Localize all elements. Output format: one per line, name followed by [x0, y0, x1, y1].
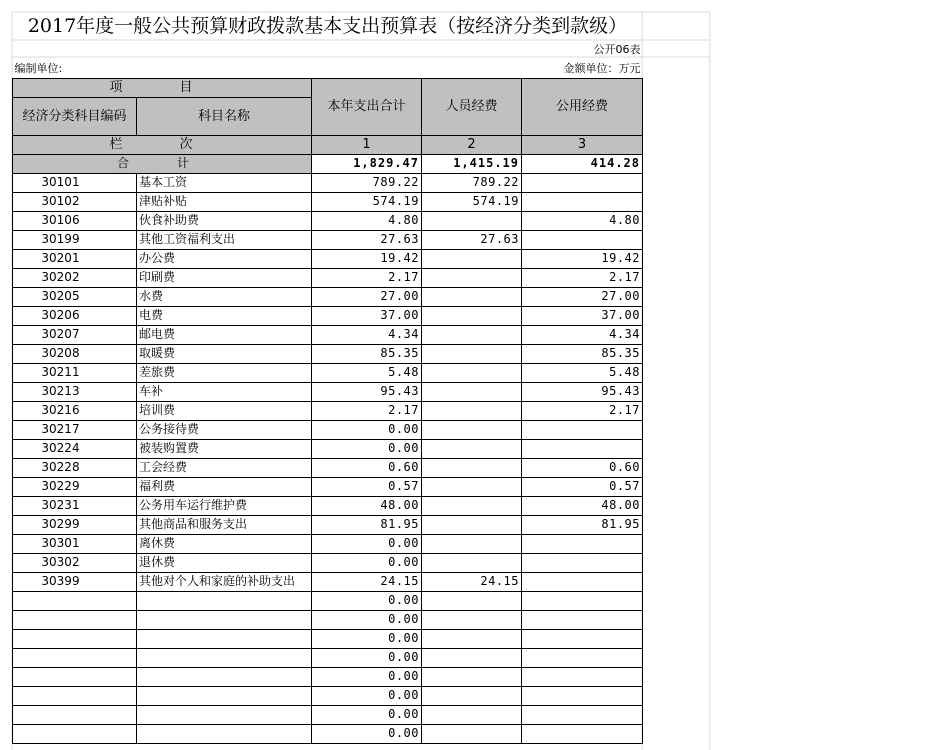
row-name-cell[interactable]: 被装购置费 [137, 439, 312, 458]
row-name-cell[interactable] [137, 667, 312, 686]
row-code-cell[interactable] [13, 648, 137, 667]
row-public-cell[interactable]: 95.43 [522, 382, 643, 401]
blank-cell[interactable] [422, 59, 522, 78]
row-personnel-cell[interactable] [422, 287, 522, 306]
row-public-cell[interactable]: 85.35 [522, 344, 643, 363]
row-total-cell[interactable]: 0.60 [312, 458, 422, 477]
row-code-cell[interactable]: 30301 [13, 534, 137, 553]
row-public-cell[interactable] [522, 572, 643, 591]
table-row [13, 173, 643, 192]
row-personnel-cell[interactable] [422, 724, 522, 743]
row-personnel-cell[interactable] [422, 686, 522, 705]
row-public-cell[interactable]: 81.95 [522, 515, 643, 534]
row-name-cell[interactable]: 差旅费 [137, 363, 312, 382]
row-public-cell[interactable]: 2.17 [522, 268, 643, 287]
row-code-cell[interactable]: 30217 [13, 420, 137, 439]
table-row [13, 363, 643, 382]
row-code-cell[interactable] [13, 610, 137, 629]
amount-unit-label[interactable]: 金额单位：万元 [563, 61, 641, 75]
row-total-cell[interactable]: 4.80 [312, 211, 422, 230]
row-total-cell[interactable]: 0.00 [312, 667, 422, 686]
column-index-2[interactable]: 2 [422, 135, 522, 154]
row-code-cell[interactable]: 30205 [13, 287, 137, 306]
table-row [13, 344, 643, 363]
row-personnel-cell[interactable] [422, 249, 522, 268]
row-personnel-cell[interactable] [422, 268, 522, 287]
row-code-cell[interactable]: 30106 [13, 211, 137, 230]
report-title[interactable]: 2017年度一般公共预算财政拨款基本支出预算表（按经济分类到款级） [27, 14, 628, 37]
row-personnel-cell[interactable] [422, 344, 522, 363]
row-name-cell[interactable]: 水费 [137, 287, 312, 306]
row-personnel-cell[interactable] [422, 667, 522, 686]
row-code-cell[interactable]: 30199 [13, 230, 137, 249]
row-personnel-cell[interactable] [422, 439, 522, 458]
row-public-cell[interactable] [522, 230, 643, 249]
row-total-cell[interactable]: 24.15 [312, 572, 422, 591]
row-total-cell[interactable]: 19.42 [312, 249, 422, 268]
row-total-cell[interactable]: 95.43 [312, 382, 422, 401]
row-name-cell[interactable]: 伙食补助费 [137, 211, 312, 230]
row-total-cell[interactable]: 789.22 [312, 173, 422, 192]
row-name-cell[interactable]: 公务用车运行维护费 [137, 496, 312, 515]
row-name-cell[interactable]: 取暖费 [137, 344, 312, 363]
row-code-cell[interactable]: 30211 [13, 363, 137, 382]
row-total-cell[interactable]: 0.00 [312, 686, 422, 705]
row-name-cell[interactable]: 邮电费 [137, 325, 312, 344]
row-code-cell[interactable]: 30224 [13, 439, 137, 458]
row-total-cell[interactable]: 0.00 [312, 439, 422, 458]
row-code-cell[interactable]: 30208 [13, 344, 137, 363]
row-public-cell[interactable] [522, 629, 643, 648]
row-name-cell[interactable]: 退休费 [137, 553, 312, 572]
row-code-cell[interactable] [13, 686, 137, 705]
total-sum[interactable]: 1,829.47 [312, 154, 422, 173]
name-column-header[interactable]: 科目名称 [137, 97, 312, 135]
row-personnel-cell[interactable] [422, 610, 522, 629]
row-name-cell[interactable] [137, 724, 312, 743]
row-total-cell[interactable]: 27.63 [312, 230, 422, 249]
compile-unit-label[interactable]: 编制单位: [14, 61, 63, 75]
row-total-cell[interactable]: 48.00 [312, 496, 422, 515]
row-name-cell[interactable]: 工会经费 [137, 458, 312, 477]
row-public-cell[interactable] [522, 439, 643, 458]
table-row [13, 534, 643, 553]
row-personnel-cell[interactable] [422, 382, 522, 401]
unit-row [13, 59, 643, 78]
row-code-cell[interactable]: 30299 [13, 515, 137, 534]
row-public-cell[interactable]: 27.00 [522, 287, 643, 306]
title-row [13, 12, 643, 40]
row-total-cell[interactable]: 0.00 [312, 420, 422, 439]
row-name-cell[interactable] [137, 648, 312, 667]
row-code-cell[interactable]: 30102 [13, 192, 137, 211]
item-group-header[interactable]: 项 目 [13, 78, 312, 97]
row-name-cell[interactable]: 其他商品和服务支出 [137, 515, 312, 534]
form-number-row [13, 40, 643, 59]
row-total-cell[interactable]: 0.00 [312, 648, 422, 667]
row-public-cell[interactable]: 0.60 [522, 458, 643, 477]
row-personnel-cell[interactable] [422, 477, 522, 496]
table-row [13, 553, 643, 572]
row-personnel-cell[interactable] [422, 401, 522, 420]
row-public-cell[interactable] [522, 705, 643, 724]
row-code-cell[interactable] [13, 591, 137, 610]
row-total-cell[interactable]: 4.34 [312, 325, 422, 344]
row-code-cell[interactable]: 30202 [13, 268, 137, 287]
table-row [13, 496, 643, 515]
table-row [13, 230, 643, 249]
row-personnel-cell[interactable] [422, 306, 522, 325]
row-personnel-cell[interactable] [422, 363, 522, 382]
row-code-cell[interactable] [13, 724, 137, 743]
row-personnel-cell[interactable] [422, 705, 522, 724]
row-public-cell[interactable]: 0.57 [522, 477, 643, 496]
row-code-cell[interactable]: 30101 [13, 173, 137, 192]
table-row [13, 192, 643, 211]
row-public-cell[interactable] [522, 724, 643, 743]
row-public-cell[interactable]: 37.00 [522, 306, 643, 325]
table-row [13, 420, 643, 439]
table-row [13, 211, 643, 230]
row-public-cell[interactable]: 4.80 [522, 211, 643, 230]
row-public-cell[interactable] [522, 192, 643, 211]
table-row [13, 591, 643, 610]
row-total-cell[interactable]: 81.95 [312, 515, 422, 534]
table-row [13, 705, 643, 724]
table-row [13, 325, 643, 344]
row-code-cell[interactable]: 30216 [13, 401, 137, 420]
table-row [13, 306, 643, 325]
row-total-cell[interactable]: 0.00 [312, 610, 422, 629]
row-total-cell[interactable]: 0.00 [312, 553, 422, 572]
row-code-cell[interactable]: 30207 [13, 325, 137, 344]
row-code-cell[interactable]: 30399 [13, 572, 137, 591]
row-personnel-cell[interactable] [422, 325, 522, 344]
row-total-cell[interactable]: 0.57 [312, 477, 422, 496]
row-name-cell[interactable]: 津贴补贴 [137, 192, 312, 211]
row-total-cell[interactable]: 5.48 [312, 363, 422, 382]
row-total-cell[interactable]: 0.00 [312, 629, 422, 648]
table-row [13, 401, 643, 420]
row-total-cell[interactable]: 0.00 [312, 534, 422, 553]
row-code-cell[interactable]: 30201 [13, 249, 137, 268]
total-column-header[interactable]: 本年支出合计 [312, 78, 422, 135]
row-personnel-cell[interactable] [422, 211, 522, 230]
total-public[interactable]: 414.28 [522, 154, 643, 173]
row-personnel-cell[interactable] [422, 534, 522, 553]
total-personnel[interactable]: 1,415.19 [422, 154, 522, 173]
table-row [13, 629, 643, 648]
row-total-cell[interactable]: 2.17 [312, 401, 422, 420]
row-code-cell[interactable]: 30206 [13, 306, 137, 325]
total-label[interactable]: 合 计 [13, 154, 312, 173]
table-row [13, 515, 643, 534]
row-total-cell[interactable]: 0.00 [312, 724, 422, 743]
row-public-cell[interactable]: 2.17 [522, 401, 643, 420]
row-public-cell[interactable] [522, 648, 643, 667]
row-code-cell[interactable]: 30229 [13, 477, 137, 496]
row-name-cell[interactable]: 其他工资福利支出 [137, 230, 312, 249]
row-total-cell[interactable]: 0.00 [312, 705, 422, 724]
row-personnel-cell[interactable]: 24.15 [422, 572, 522, 591]
row-name-cell[interactable] [137, 686, 312, 705]
row-personnel-cell[interactable] [422, 553, 522, 572]
row-name-cell[interactable]: 公务接待费 [137, 420, 312, 439]
row-public-cell[interactable] [522, 553, 643, 572]
row-total-cell[interactable]: 27.00 [312, 287, 422, 306]
table-row [13, 648, 643, 667]
row-personnel-cell[interactable]: 789.22 [422, 173, 522, 192]
row-personnel-cell[interactable] [422, 648, 522, 667]
table-row [13, 287, 643, 306]
form-number[interactable]: 公开06表 [593, 43, 641, 56]
public-column-header[interactable]: 公用经费 [522, 78, 643, 135]
row-total-cell[interactable]: 0.00 [312, 591, 422, 610]
row-public-cell[interactable] [522, 686, 643, 705]
row-total-cell[interactable]: 37.00 [312, 306, 422, 325]
row-code-cell[interactable] [13, 667, 137, 686]
total-row [13, 154, 643, 173]
row-total-cell[interactable]: 85.35 [312, 344, 422, 363]
table-row [13, 572, 643, 591]
table-row [13, 610, 643, 629]
row-name-cell[interactable]: 办公费 [137, 249, 312, 268]
row-code-cell[interactable]: 30231 [13, 496, 137, 515]
row-personnel-cell[interactable]: 574.19 [422, 192, 522, 211]
row-public-cell[interactable] [522, 667, 643, 686]
row-public-cell[interactable] [522, 591, 643, 610]
column-index-3[interactable]: 3 [522, 135, 643, 154]
row-public-cell[interactable]: 4.34 [522, 325, 643, 344]
row-name-cell[interactable]: 福利费 [137, 477, 312, 496]
row-public-cell[interactable] [522, 420, 643, 439]
table-row [13, 382, 643, 401]
table-row [13, 249, 643, 268]
row-name-cell[interactable] [137, 591, 312, 610]
row-name-cell[interactable] [137, 610, 312, 629]
row-code-cell[interactable]: 30213 [13, 382, 137, 401]
row-name-cell[interactable] [137, 629, 312, 648]
table-row [13, 477, 643, 496]
budget-table [12, 12, 643, 744]
personnel-column-header[interactable]: 人员经费 [422, 78, 522, 135]
code-column-header[interactable]: 经济分类科目编码 [13, 97, 137, 135]
column-index-label[interactable]: 栏 次 [13, 135, 312, 154]
row-total-cell[interactable]: 574.19 [312, 192, 422, 211]
row-total-cell[interactable]: 2.17 [312, 268, 422, 287]
row-name-cell[interactable]: 电费 [137, 306, 312, 325]
row-code-cell[interactable] [13, 629, 137, 648]
column-index-1[interactable]: 1 [312, 135, 422, 154]
row-name-cell[interactable]: 车补 [137, 382, 312, 401]
row-personnel-cell[interactable] [422, 420, 522, 439]
header-row-1 [13, 78, 643, 97]
row-public-cell[interactable] [522, 534, 643, 553]
table-row [13, 439, 643, 458]
row-personnel-cell[interactable] [422, 515, 522, 534]
column-index-row [13, 135, 643, 154]
table-row [13, 667, 643, 686]
row-public-cell[interactable]: 48.00 [522, 496, 643, 515]
row-personnel-cell[interactable] [422, 591, 522, 610]
table-row [13, 268, 643, 287]
row-name-cell[interactable]: 其他对个人和家庭的补助支出 [137, 572, 312, 591]
table-row [13, 724, 643, 743]
row-public-cell[interactable] [522, 173, 643, 192]
row-public-cell[interactable] [522, 610, 643, 629]
table-row [13, 458, 643, 477]
row-name-cell[interactable]: 印刷费 [137, 268, 312, 287]
row-name-cell[interactable] [137, 705, 312, 724]
row-code-cell[interactable]: 30302 [13, 553, 137, 572]
row-personnel-cell[interactable] [422, 458, 522, 477]
row-public-cell[interactable]: 19.42 [522, 249, 643, 268]
row-name-cell[interactable]: 培训费 [137, 401, 312, 420]
table-row [13, 686, 643, 705]
row-personnel-cell[interactable] [422, 496, 522, 515]
row-personnel-cell[interactable] [422, 629, 522, 648]
row-name-cell[interactable]: 离休费 [137, 534, 312, 553]
row-code-cell[interactable]: 30228 [13, 458, 137, 477]
row-code-cell[interactable] [13, 705, 137, 724]
row-personnel-cell[interactable]: 27.63 [422, 230, 522, 249]
row-public-cell[interactable]: 5.48 [522, 363, 643, 382]
row-name-cell[interactable]: 基本工资 [137, 173, 312, 192]
